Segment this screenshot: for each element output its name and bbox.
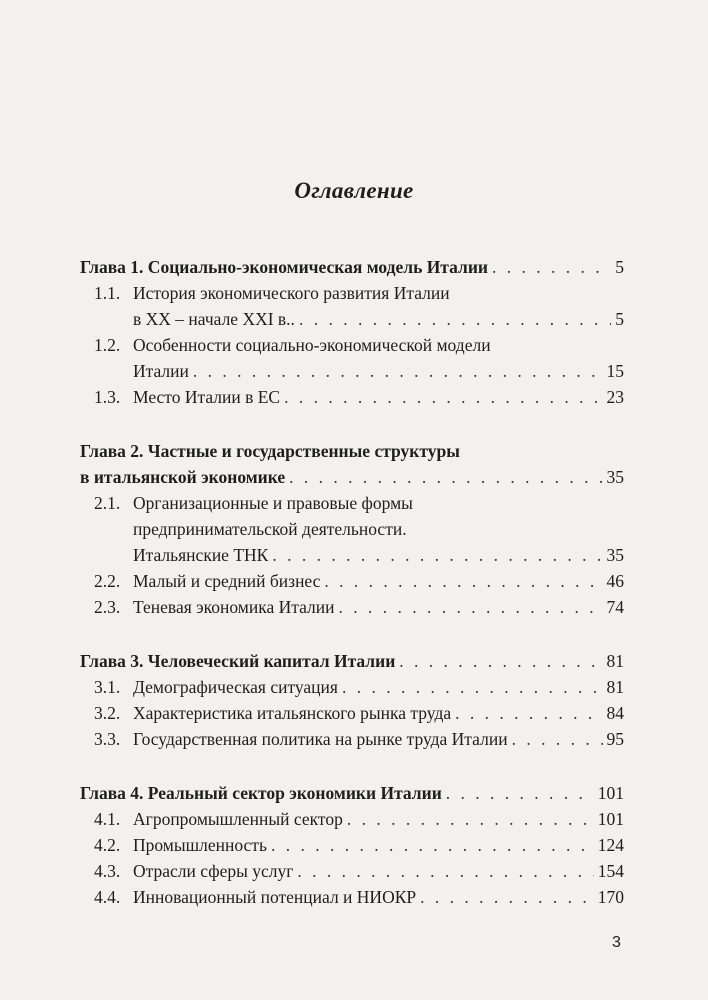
page-number: 124 <box>597 835 624 855</box>
chapter-2-entry[interactable] <box>80 438 624 464</box>
section-title-continued: Итальянские ТНК <box>133 545 269 565</box>
dot-leader <box>342 674 603 700</box>
dot-leader <box>271 832 594 858</box>
section-4-1-entry[interactable] <box>94 806 624 832</box>
section-title: Особенности социально-экономической модели <box>133 335 491 355</box>
section-number: 2.1. <box>94 493 121 513</box>
section-number: 4.4. <box>94 887 121 907</box>
section-title: Теневая экономика Италии <box>133 597 335 617</box>
page-number: 15 <box>606 361 624 381</box>
chapter-title-continued: в итальянской экономике <box>80 467 286 487</box>
chapter-3-entry[interactable] <box>80 648 624 674</box>
section-1-3-entry[interactable] <box>94 384 624 410</box>
dot-leader <box>284 384 602 410</box>
page-number: 84 <box>606 703 624 723</box>
section-number: 1.3. <box>94 387 121 407</box>
chapter-title: Глава 2. Частные и государственные структуры <box>80 441 460 461</box>
section-1-1-entry[interactable] <box>94 280 624 306</box>
section-number: 3.2. <box>94 703 121 723</box>
section-3-3-entry[interactable] <box>94 726 624 752</box>
dot-leader <box>299 306 611 332</box>
dot-leader <box>446 780 594 806</box>
chapter-title: Глава 3. Человеческий капитал Италии <box>80 651 396 671</box>
dot-leader <box>492 254 611 280</box>
section-1-2-entry[interactable] <box>94 332 624 358</box>
page-number: 46 <box>606 571 624 591</box>
toc-chapter-4 <box>80 780 624 910</box>
section-number: 2.2. <box>94 571 121 591</box>
section-title: Агропромышленный сектор <box>133 809 343 829</box>
section-3-1-entry[interactable] <box>94 674 624 700</box>
page-number: 101 <box>597 783 624 803</box>
page-number: 170 <box>597 887 624 907</box>
chapter-2-continuation[interactable] <box>80 464 624 490</box>
chapter-4-entry[interactable] <box>80 780 624 806</box>
section-4-4-entry[interactable] <box>94 884 624 910</box>
section-number: 4.3. <box>94 861 121 881</box>
toc-chapter-2 <box>80 438 624 620</box>
section-number: 4.1. <box>94 809 121 829</box>
toc-chapter-3 <box>80 648 624 752</box>
dot-leader <box>455 700 602 726</box>
chapter-title: Глава 4. Реальный сектор экономики Италии <box>80 783 442 803</box>
section-title: История экономического развития Италии <box>133 283 450 303</box>
dot-leader <box>289 464 602 490</box>
section-title: Характеристика итальянского рынка труда <box>133 703 452 723</box>
dot-leader <box>420 884 594 910</box>
dot-leader <box>193 358 603 384</box>
page-number: 81 <box>606 651 624 671</box>
page-number: 23 <box>606 387 624 407</box>
page-number: 35 <box>606 467 624 487</box>
chapter-1-entry[interactable] <box>80 254 624 280</box>
section-number: 1.1. <box>94 283 121 303</box>
section-title: Организационные и правовые формы <box>133 493 413 513</box>
dot-leader <box>324 568 602 594</box>
section-title-continued: Италии <box>133 361 189 381</box>
section-title: Малый и средний бизнес <box>133 571 321 591</box>
section-title: Место Италии в ЕС <box>133 387 281 407</box>
section-3-2-entry[interactable] <box>94 700 624 726</box>
section-title-continued: в ХХ – начале ХХI в.. <box>133 309 295 329</box>
table-of-contents <box>80 254 624 938</box>
page-number: 154 <box>597 861 624 881</box>
dot-leader <box>347 806 594 832</box>
dot-leader <box>399 648 602 674</box>
section-number: 3.1. <box>94 677 121 697</box>
dot-leader <box>297 858 593 884</box>
section-title: Промышленность <box>133 835 267 855</box>
section-title: Отрасли сферы услуг <box>133 861 294 881</box>
page-number: 95 <box>606 729 624 749</box>
dot-leader <box>512 726 603 752</box>
section-number: 4.2. <box>94 835 121 855</box>
chapter-title: Глава 1. Социально-экономическая модель Италии <box>80 257 489 277</box>
section-2-2-entry[interactable] <box>94 568 624 594</box>
page-number: 74 <box>606 597 624 617</box>
section-number: 2.3. <box>94 597 121 617</box>
section-number: 3.3. <box>94 729 121 749</box>
page-number: 35 <box>606 545 624 565</box>
section-2-3-entry[interactable] <box>94 594 624 620</box>
section-2-1-entry[interactable] <box>94 490 624 516</box>
section-title: Демографическая ситуация <box>133 677 338 697</box>
toc-title: Оглавление <box>294 178 414 203</box>
section-1-1-continuation[interactable] <box>133 306 624 332</box>
section-4-2-entry[interactable] <box>94 832 624 858</box>
dot-leader <box>339 594 603 620</box>
section-title-continued: предпринимательской деятельности. <box>133 519 407 539</box>
page-number: 5 <box>615 309 624 329</box>
section-title: Инновационный потенциал и НИОКР <box>133 887 417 907</box>
toc-chapter-1 <box>80 254 624 410</box>
section-title: Государственная политика на рынке труда Италии <box>133 729 508 749</box>
folio-page-number: 3 <box>612 934 621 951</box>
section-4-3-entry[interactable] <box>94 858 624 884</box>
section-number: 1.2. <box>94 335 121 355</box>
dot-leader <box>272 542 602 568</box>
section-2-1-continuation[interactable] <box>133 516 624 542</box>
section-1-2-continuation[interactable] <box>133 358 624 384</box>
section-2-1-continuation-2[interactable] <box>133 542 624 568</box>
page-number: 81 <box>606 677 624 697</box>
page-number: 5 <box>615 257 624 277</box>
page-number: 101 <box>597 809 624 829</box>
